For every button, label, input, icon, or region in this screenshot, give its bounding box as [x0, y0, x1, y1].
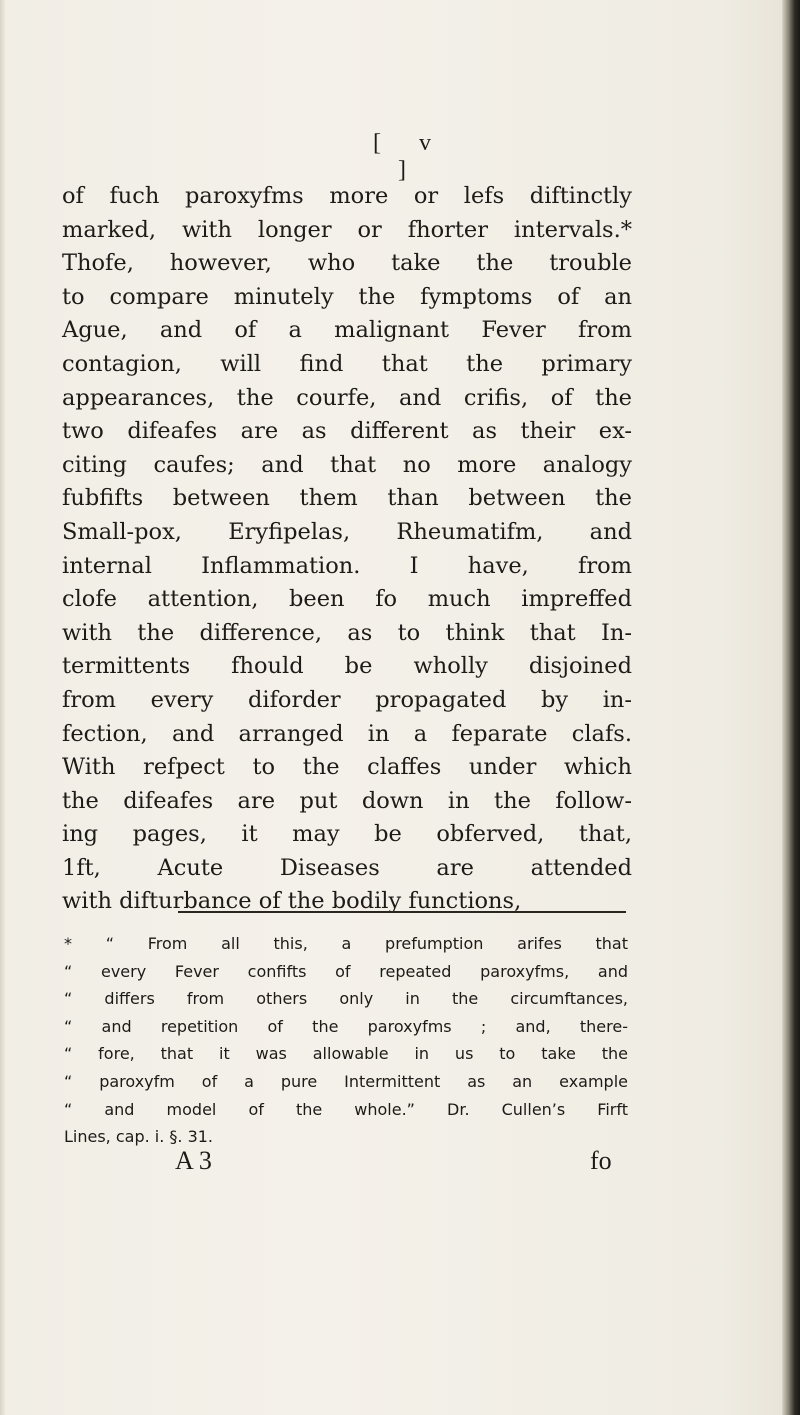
- body-line: appearances, the courfe, and crifis, of the: [62, 384, 632, 411]
- body-line: citing caufes; and that no more analogy: [62, 451, 632, 478]
- body-text: [62, 180, 632, 919]
- footnote: [64, 930, 628, 1151]
- body-line: two difeafes are as different as their ex-: [62, 418, 632, 445]
- body-line: clofe attention, been fo much impreffed: [62, 586, 632, 613]
- body-line: Ague, and of a malignant Fever from: [62, 317, 632, 344]
- footnote-line: Lines, cap. i. §. 31.: [64, 1127, 214, 1147]
- body-line: termittents fhould be wholly disjoined: [62, 653, 632, 680]
- footnote-line: “ paroxyfm of a pure Intermittent as an example: [64, 1071, 628, 1091]
- body-line: Small-pox, Eryfipelas, Rheumatifm, and: [62, 518, 632, 545]
- page-left-edge: [0, 0, 6, 1415]
- body-line: internal Inflammation. I have, from: [62, 552, 632, 579]
- body-line: With refpect to the claffes under which: [62, 754, 632, 781]
- body-line: to compare minutely the fymptoms of an: [62, 283, 632, 310]
- footnote-line: “ and model of the whole.” Dr. Cullen’s Firft: [64, 1099, 628, 1119]
- footnote-line: “ and repetition of the paroxyfms ; and, there-: [64, 1016, 628, 1036]
- footnote-line: “ differs from others only in the circumftances,: [64, 989, 628, 1009]
- catchword: fo: [590, 1146, 612, 1175]
- body-line: with the difference, as to think that In-: [62, 619, 632, 646]
- body-line: fection, and arranged in a feparate clafs.: [62, 720, 632, 747]
- body-line: Thofe, however, who take the trouble: [62, 250, 632, 277]
- body-line: 1ft, Acute Diseases are attended: [62, 854, 632, 881]
- page-number-header: [ v ]: [373, 130, 447, 183]
- footnote-line: * “ From all this, a prefumption arifes that: [64, 934, 628, 953]
- body-line: fubfifts between them than between the: [62, 485, 632, 512]
- footnote-divider: [178, 911, 626, 913]
- page-binding-edge: [782, 0, 800, 1415]
- footnote-line: “ fore, that it was allowable in us to take the: [64, 1044, 628, 1064]
- body-line: contagion, will find that the primary: [62, 350, 632, 377]
- body-line: with difturbance of the bodily functions,: [62, 888, 522, 915]
- body-line: of fuch paroxyfms more or lefs diftinctly: [62, 183, 632, 209]
- signature-mark: A 3: [175, 1146, 212, 1175]
- body-line: from every diforder propagated by in-: [62, 686, 632, 713]
- footnote-line: “ every Fever confifts of repeated paroxyfms, and: [64, 961, 628, 981]
- body-line: ing pages, it may be obferved, that,: [62, 821, 632, 848]
- body-line: marked, with longer or fhorter intervals.*: [62, 216, 632, 243]
- body-line: the difeafes are put down in the follow-: [62, 787, 632, 814]
